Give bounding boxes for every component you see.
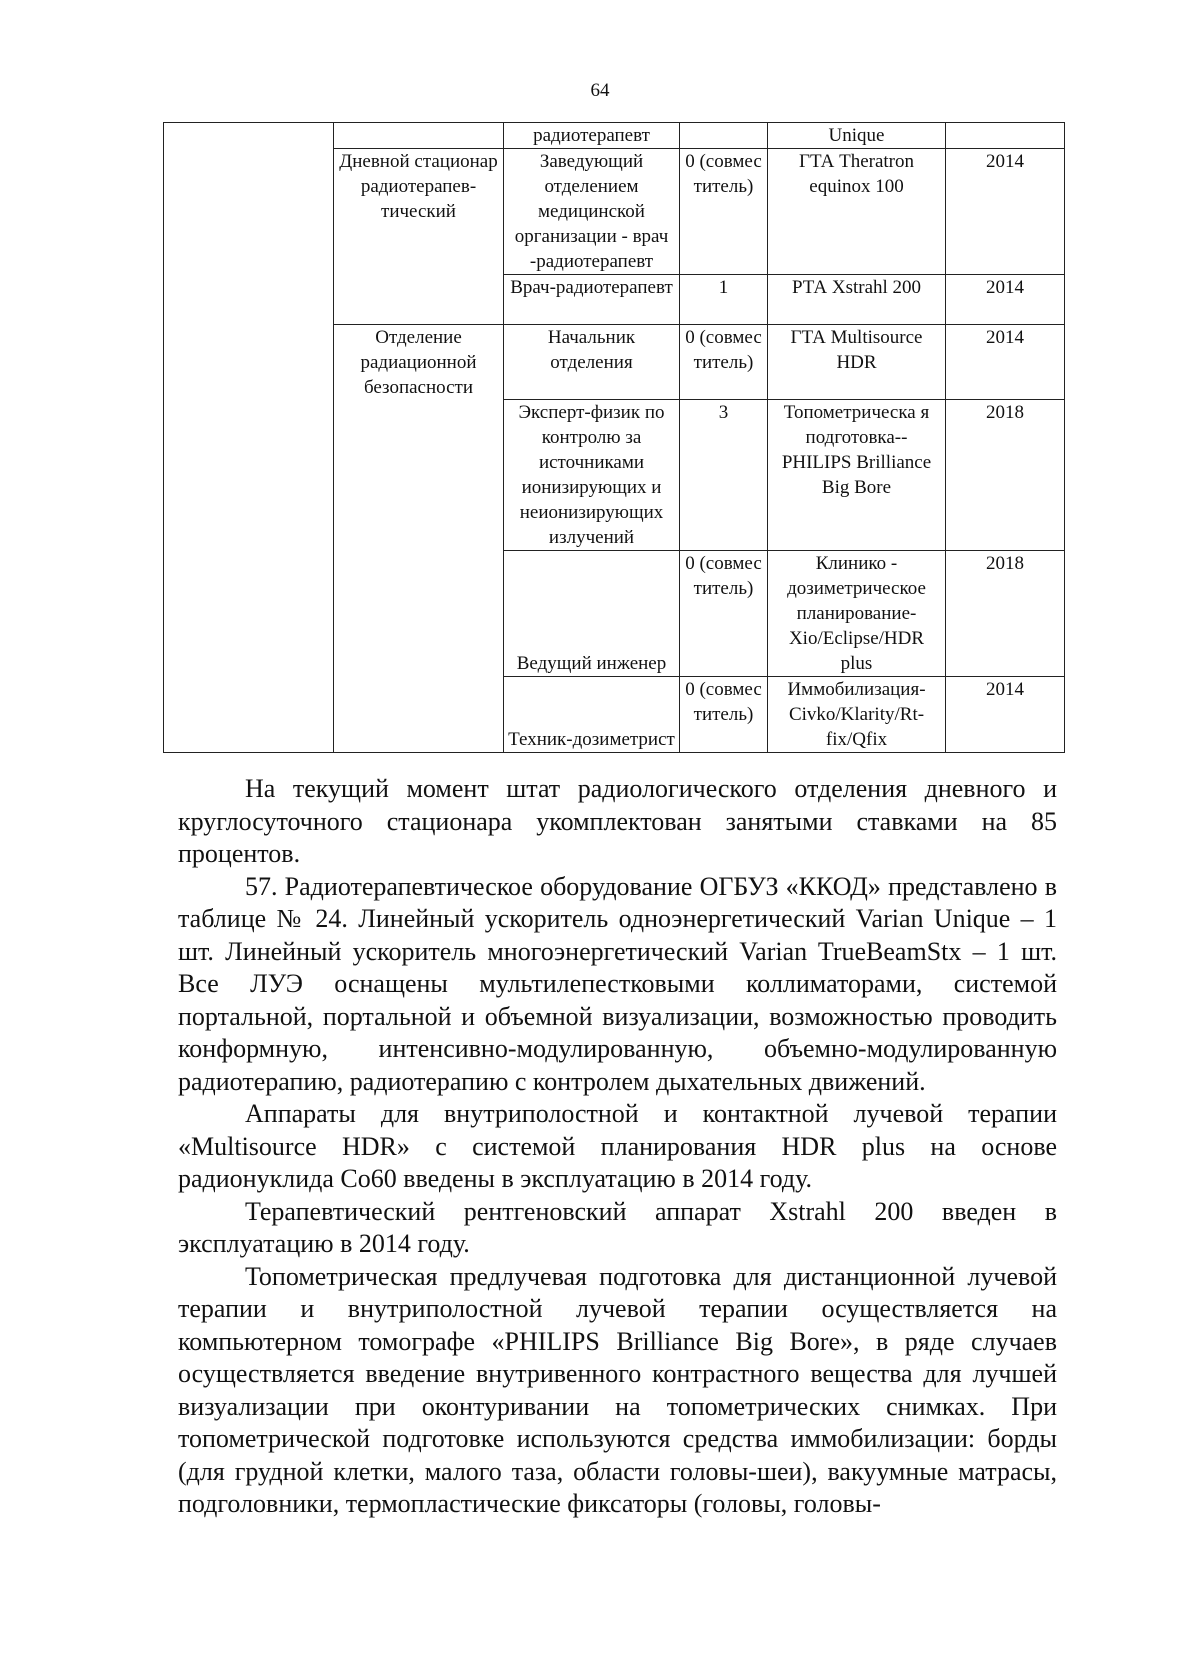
table-cell-count [680,123,768,149]
table-cell-count: 1 [680,275,768,325]
table-cell-year: 2014 [946,677,1065,753]
paragraph: Аппараты для внутриполостной и контактной лучевой терапии «Multisource HDR» с системой планирования HDR plus на основе радионуклида Co60 введены в эксплуатацию в 2014 году. [178,1099,1057,1193]
table-cell-year [946,123,1065,149]
table-cell-year: 2014 [946,325,1065,400]
table-cell-position: Врач-радиотерапевт [504,275,680,325]
table-cell-year: 2018 [946,551,1065,677]
table-row [164,123,1065,149]
paragraph: Топометрическая предлучевая подготовка для дистанционной лучевой терапии и внутриполостной лучевой терапии осуществляется на компьютерном томографе «PHILIPS Brilliance Big Bore», в ряде случаев осуществляется введение внутривенного контрастного вещества для лучшей визуализации при оконтуривании на топометрических снимках. При топометрической подготовке используются средства иммобилизации: борды (для грудной клетки, малого таза, области головы-шеи), вакуумные матрасы, подголовники, термопластические фиксаторы (головы, головы- [178,1261,1057,1518]
table-cell-department [334,123,504,149]
paragraph: Терапевтический рентгеновский аппарат Xstrahl 200 введен в эксплуатацию в 2014 году. [178,1196,1057,1258]
table-cell-position: Ведущий инженер [504,551,680,677]
paragraph: 57. Радиотерапевтическое оборудование ОГБУЗ «ККОД» представлено в таблице № 24. Линейный ускоритель одноэнергетический Varian Unique – 1 шт. Линейный ускоритель многоэнергетический Varian TrueBeamStx – 1 шт. Все ЛУЭ оснащены мультилепестковыми коллиматорами, системой портальной, портальной и объемной визуализации, возможностью проводить конформную, интенсивно-модулированную, объемно-модулированную радиотерапию, радиотерапию с контролем дыхательных движений. [178,871,1057,1096]
body-text [178,773,1057,1521]
staff-equipment-table [163,122,1065,753]
table-cell-equipment: ГТА Theratron equinox 100 [768,149,946,275]
table-cell-count: 0 (совмес титель) [680,149,768,275]
table-cell-count: 3 [680,400,768,551]
table-cell-position: Техник-дозиметрист [504,677,680,753]
table-cell-department: Отделение радиационной безопасности [334,325,504,753]
table-cell-position: Эксперт-физик по контролю за источниками ионизирующих и неионизирующих излучений [504,400,680,551]
table-cell-equipment: ГТА Multisource HDR [768,325,946,400]
table-cell-count: 0 (совмес титель) [680,551,768,677]
table-cell-department: Дневной стационар радиотерапев-тический [334,149,504,325]
table-cell-year: 2018 [946,400,1065,551]
table-cell-count: 0 (совмес титель) [680,325,768,400]
table-cell-year: 2014 [946,275,1065,325]
table-cell-equipment: Клинико - дозиметрическое планирование-Xio/Eclipse/HDR plus [768,551,946,677]
table-cell-count: 0 (совмес титель) [680,677,768,753]
table-cell-year: 2014 [946,149,1065,275]
table-cell-equipment: РТА Xstrahl 200 [768,275,946,325]
table-cell-blank [164,123,334,753]
table-cell-equipment: Иммобилизация-Civko/Klarity/Rt-fix/Qfix [768,677,946,753]
table-cell-equipment: Unique [768,123,946,149]
table-cell-equipment: Топометрическа я подготовка--PHILIPS Brilliance Big Bore [768,400,946,551]
paragraph: На текущий момент штат радиологического отделения дневного и круглосуточного стационара укомплектован занятыми ставками на 85 процентов. [178,774,1057,868]
page-number: 64 [590,80,610,101]
table-cell-position: радиотерапевт [504,123,680,149]
table-cell-position: Заведующий отделением медицинской организации - врач -радиотерапевт [504,149,680,275]
table-cell-position: Начальник отделения [504,325,680,400]
